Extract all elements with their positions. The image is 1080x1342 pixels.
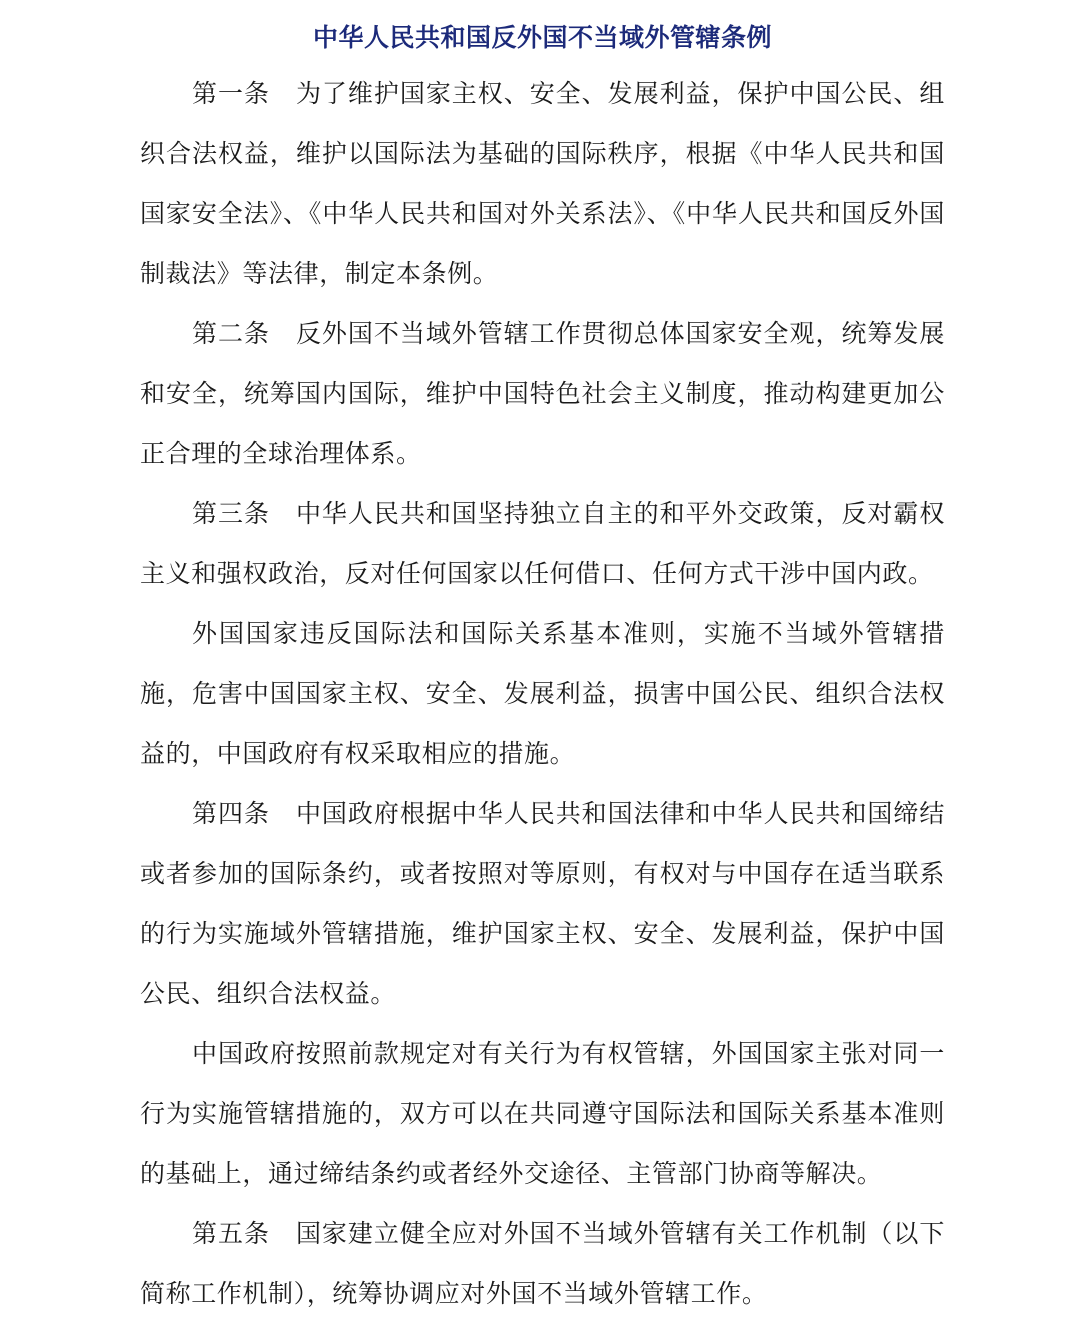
article-text: 中国政府根据中华人民共和国法律和中华人民共和国缔结或者参加的国际条约，或者按照对等原则，有权对与中国存在适当联系的行为实施域外管辖措施，维护国家主权、安全、发展利益，保护中国公民、组织合法权益。	[140, 799, 945, 1008]
article-number: 第五条	[192, 1219, 270, 1248]
article-text: 反外国不当域外管辖工作贯彻总体国家安全观，统筹发展和安全，统筹国内国际，维护中国特色社会主义制度，推动构建更加公正合理的全球治理体系。	[140, 319, 945, 468]
article-text: 为了维护国家主权、安全、发展利益，保护中国公民、组织合法权益，维护以国际法为基础的国际秩序，根据《中华人民共和国国家安全法》、《中华人民共和国对外关系法》、《中华人民共和国反外国制裁法》等法律，制定本条例。	[140, 79, 945, 288]
article-number: 第三条	[192, 499, 270, 528]
article-3	[140, 484, 945, 604]
document-title: 中华人民共和国反外国不当域外管辖条例	[312, 23, 772, 52]
document-body	[140, 64, 945, 1324]
article-4	[140, 784, 945, 1024]
article-text: 国家建立健全应对外国不当域外管辖有关工作机制（以下简称工作机制），统筹协调应对外国不当域外管辖工作。	[140, 1219, 945, 1308]
article-3-paragraph-2: 外国国家违反国际法和国际关系基本准则，实施不当域外管辖措施，危害中国国家主权、安全、发展利益，损害中国公民、组织合法权益的，中国政府有权采取相应的措施。	[140, 619, 945, 768]
article-1	[140, 64, 945, 304]
article-4-paragraph-2: 中国政府按照前款规定对有关行为有权管辖，外国国家主张对同一行为实施管辖措施的，双方可以在共同遵守国际法和国际关系基本准则的基础上，通过缔结条约或者经外交途径、主管部门协商等解决。	[140, 1039, 945, 1188]
article-number: 第二条	[192, 319, 270, 348]
article-number: 第四条	[192, 799, 270, 828]
article-2	[140, 304, 945, 484]
article-number: 第一条	[192, 79, 270, 108]
article-text: 中华人民共和国坚持独立自主的和平外交政策，反对霸权主义和强权政治，反对任何国家以任何借口、任何方式干涉中国内政。	[140, 499, 945, 588]
article-5	[140, 1204, 945, 1324]
document-page	[140, 0, 945, 1324]
